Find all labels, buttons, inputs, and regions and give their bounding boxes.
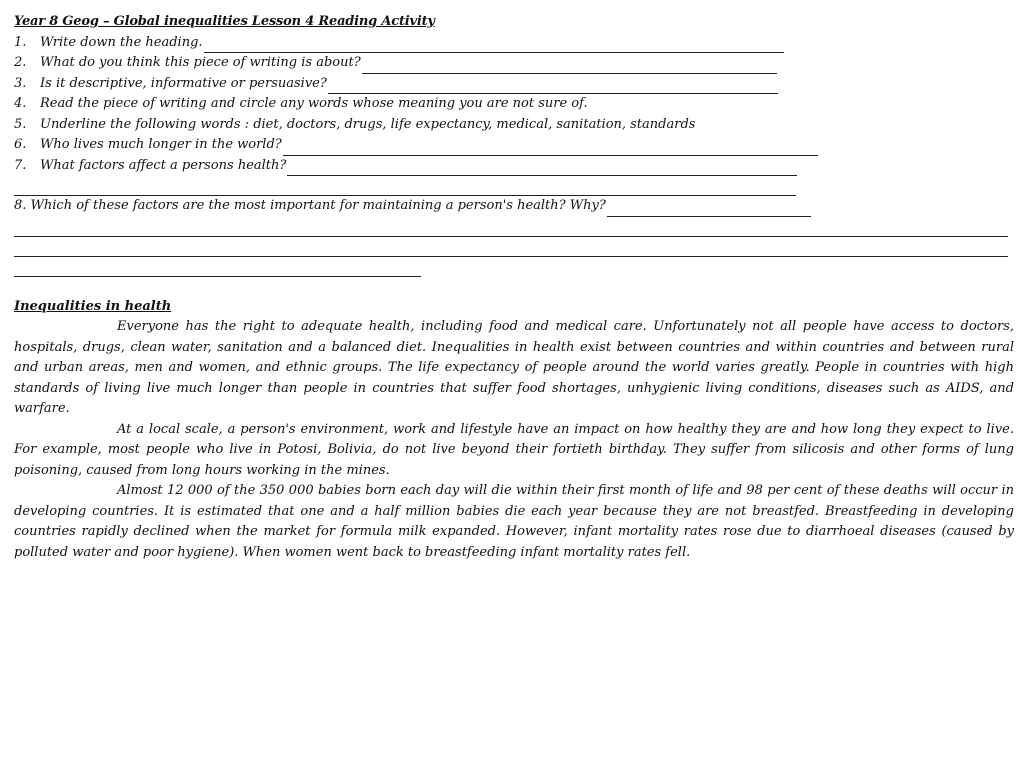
question-text: Who lives much longer in the world? bbox=[40, 137, 282, 152]
question-text: 8. Which of these factors are the most important for maintaining a person's health? Why? bbox=[14, 198, 606, 213]
answer-line bbox=[287, 161, 797, 176]
question-1 bbox=[14, 33, 1014, 54]
spacer bbox=[14, 277, 1014, 297]
reading-paragraph: Everyone has the right to adequate health, including food and medical care. Unfortunately not all people have access to doctors, hospitals, drugs, clean water, sanitation and a balanced diet. Inequalities in health exist between countries and within countries and between rural and urban areas, men and women, and ethnic groups. The life expectancy of people around the world varies greatly. People in countries with high standards of living live much longer than people in countries that suffer food shortages, unhygienic living conditions, diseases such as AIDS, and warfare. bbox=[14, 319, 1014, 416]
worksheet-title: Year 8 Geog – Global inequalities Lesson 4 Reading Activity bbox=[14, 14, 435, 29]
answer-line bbox=[14, 217, 1008, 237]
question-7 bbox=[14, 156, 1014, 177]
question-number: 5. bbox=[14, 116, 27, 132]
question-text: Write down the heading. bbox=[40, 34, 203, 50]
question-2 bbox=[14, 53, 1014, 74]
question-number: 1. bbox=[14, 34, 27, 50]
worksheet bbox=[14, 12, 1014, 563]
answer-line bbox=[204, 38, 784, 53]
reading-paragraph: Almost 12 000 of the 350 000 babies born each day will die within their first month of life and 98 per cent of these deaths will occur in developing countries. It is estimated that one and a half million babies die each year because they are not breastfed. Breastfeeding in developing countries rapidly declined when the market for formula milk expanded. However, infant mortality rates rose due to diarrhoeal diseases (caused by polluted water and poor hygiene). When women went back to breastfeeding infant mortality rates fell. bbox=[14, 483, 1014, 560]
question-5 bbox=[14, 115, 1014, 136]
question-number: 4. bbox=[14, 96, 27, 111]
answer-line bbox=[283, 141, 818, 156]
answer-line bbox=[362, 59, 777, 74]
question-text: Underline the following words : diet, doctors, drugs, life expectancy, medical, sanitation, standards bbox=[40, 116, 696, 132]
answer-line bbox=[14, 257, 421, 277]
question-number: 3. bbox=[14, 75, 27, 91]
answer-line bbox=[14, 176, 796, 196]
question-number: 6. bbox=[14, 137, 27, 152]
answer-line bbox=[607, 202, 811, 217]
question-text: Read the piece of writing and circle any words whose meaning you are not sure of. bbox=[40, 96, 588, 111]
question-3 bbox=[14, 74, 1014, 95]
reading-paragraph: At a local scale, a person's environment, work and lifestyle have an impact on how healthy they are and how long they expect to live. For example, most people who live in Potosi, Bolivia, do not live beyond their fortieth birthday. They suffer from silicosis and other forms of lung poisoning, caused from long hours working in the mines. bbox=[14, 421, 1014, 478]
section-heading: Inequalities in health bbox=[14, 298, 172, 314]
question-text: What factors affect a persons health? bbox=[40, 157, 287, 173]
answer-line bbox=[14, 237, 1008, 257]
question-4 bbox=[14, 94, 1014, 115]
question-8 bbox=[14, 196, 1014, 217]
answer-line bbox=[328, 79, 778, 94]
question-number: 7. bbox=[14, 157, 27, 173]
question-text: What do you think this piece of writing is about? bbox=[40, 55, 361, 70]
question-number: 2. bbox=[14, 55, 27, 70]
question-6 bbox=[14, 135, 1014, 156]
question-text: Is it descriptive, informative or persuasive? bbox=[40, 75, 327, 91]
